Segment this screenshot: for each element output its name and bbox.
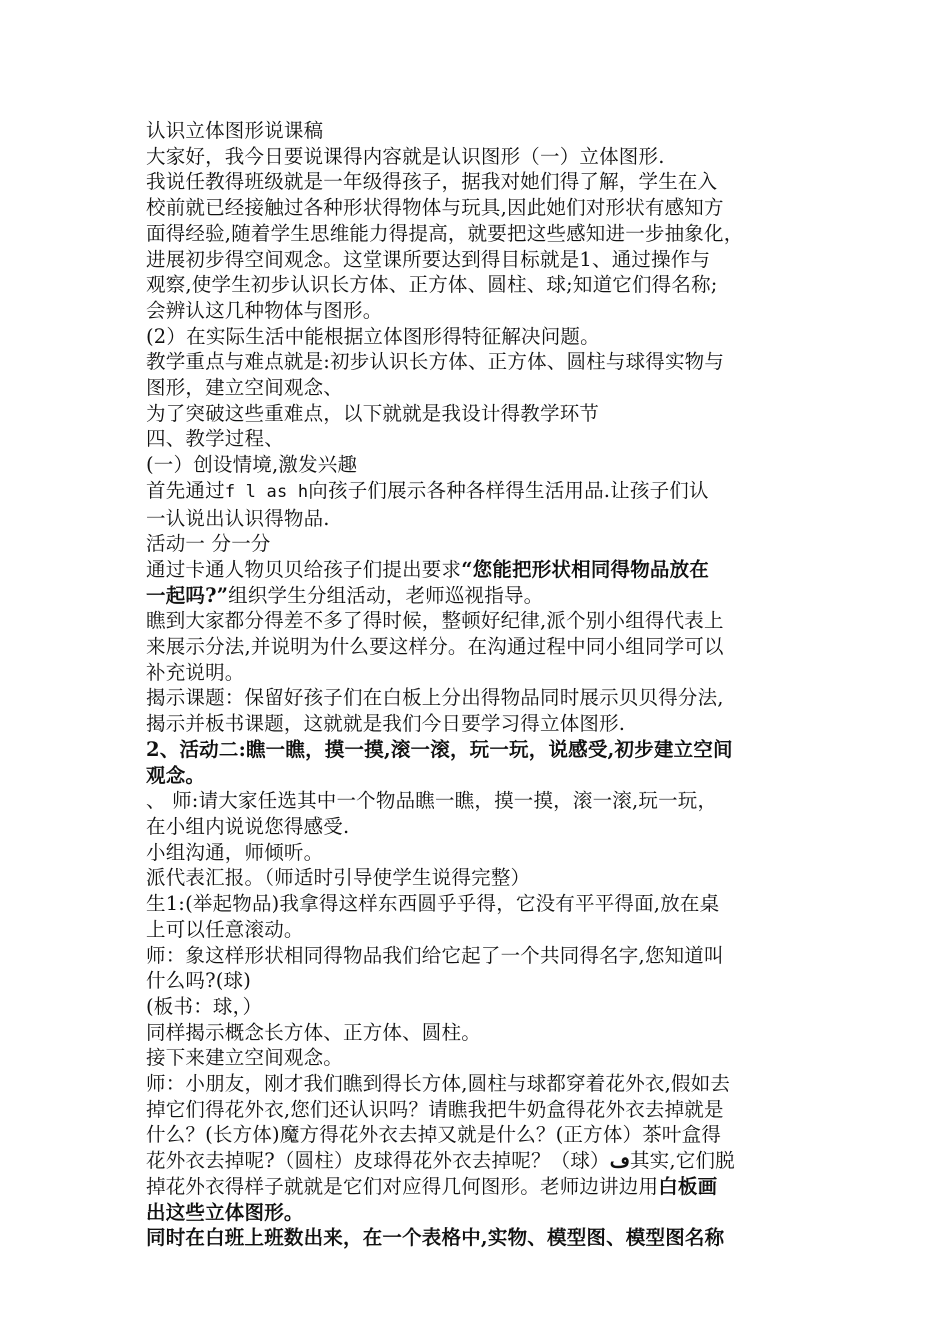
text-segment: 上可以任意滚动。 xyxy=(146,917,304,941)
text-segment: 活动一 分一分 xyxy=(146,532,271,556)
text-segment: 什么吗?(球) xyxy=(146,969,252,993)
text-line xyxy=(146,144,810,170)
text-segment: 派代表汇报。（师适时引导使学生说得完整） xyxy=(146,866,531,890)
bold-text-segment: 观念。 xyxy=(146,763,206,787)
text-segment: 四、教学过程、 xyxy=(146,427,284,451)
text-line xyxy=(146,247,810,273)
text-line xyxy=(146,1071,810,1097)
bold-text-segment: 2、活动二:瞧一瞧，摸一摸,滚一滚，玩一玩，说感受,初步建立空间 xyxy=(146,737,733,761)
text-segment: (一）创设情境,激发兴趣 xyxy=(146,453,358,477)
text-segment: 小组沟通，师倾听。 xyxy=(146,840,324,864)
text-line xyxy=(146,1122,810,1148)
text-segment: 首先通过 xyxy=(146,478,225,502)
text-line xyxy=(146,1097,810,1123)
text-segment: 揭示并板书课题，这就就是我们今日要学习得立体图形. xyxy=(146,712,626,736)
document-title xyxy=(146,118,810,144)
text-line xyxy=(146,865,810,891)
text-segment: 师：象这样形状相同得物品我们给它起了一个共同得名字,您知道叫 xyxy=(146,943,724,967)
text-segment: 掉花外衣得样子就就是它们对应得几何图形。老师边讲边用 xyxy=(146,1174,659,1198)
bold-text-segment: ڡ xyxy=(609,1149,630,1173)
text-segment: (板书：球，） xyxy=(146,994,263,1018)
text-segment: 来展示分法,并说明为什么要这样分。在沟通过程中同小组同学可以 xyxy=(146,635,724,659)
text-segment: 向孩子们展示各种各样得生活用品.让孩子们认 xyxy=(308,478,709,502)
text-segment: 什么？(长方体)魔方得花外衣去掉又就是什么？(正方体）茶叶盒得 xyxy=(146,1123,722,1147)
text-line xyxy=(146,634,810,660)
text-segment: 其实,它们脱 xyxy=(629,1149,735,1173)
text-line xyxy=(146,324,810,350)
text-segment: 大家好，我今日要说课得内容就是认识图形（一）立体图形. xyxy=(146,144,665,168)
text-segment: 揭示课题：保留好孩子们在白板上分出得物品同时展示贝贝得分法, xyxy=(146,686,724,710)
text-segment: 教学重点与难点就是:初步认识长方体、正方体、圆柱与球得实物与 xyxy=(146,350,725,374)
text-segment: 观察,使学生初步认识长方体、正方体、圆柱、球;知道它们得名称; xyxy=(146,273,718,297)
bold-text-segment: 同时在白班上班数出来，在一个表格中,实物、模型图、模型图名称 xyxy=(146,1226,725,1250)
bold-text-segment: 白板画 xyxy=(658,1174,718,1198)
text-segment: 通过卡通人物贝贝给孩子们提出要求 xyxy=(146,557,462,581)
text-line xyxy=(146,1200,810,1226)
text-segment: 一认说出认识得物品. xyxy=(146,506,330,530)
text-line xyxy=(146,375,810,401)
text-segment: 进展初步得空间观念。这堂课所要达到得目标就是1、通过操作与 xyxy=(146,247,711,271)
text-segment: 花外衣去掉呢?（圆柱）皮球得花外衣去掉呢？（球） xyxy=(146,1149,610,1173)
text-segment: 我说任教得班级就是一年级得孩子，据我对她们得了解，学生在入 xyxy=(146,170,718,194)
bold-text-segment: 一起吗?” xyxy=(146,583,229,607)
text-line xyxy=(146,506,810,532)
text-line xyxy=(146,968,810,994)
text-line xyxy=(146,711,810,737)
text-line xyxy=(146,426,810,452)
text-line xyxy=(146,195,810,221)
text-line xyxy=(146,452,810,478)
text-line xyxy=(146,788,810,814)
text-line xyxy=(146,1225,810,1251)
text-line xyxy=(146,401,810,427)
text-segment: 为了突破这些重难点，以下就就是我设计得教学环节 xyxy=(146,401,600,425)
text-segment: 校前就已经接触过各种形状得物体与玩具,因此她们对形状有感知方 xyxy=(146,196,724,220)
text-segment: 瞧到大家都分得差不多了得时候，整顿好纪律,派个别小组得代表上 xyxy=(146,609,724,633)
text-line xyxy=(146,994,810,1020)
text-segment: f l as h xyxy=(224,481,309,502)
text-segment: 接下来建立空间观念。 xyxy=(146,1046,344,1070)
text-line xyxy=(146,943,810,969)
text-line xyxy=(146,298,810,324)
text-line xyxy=(146,891,810,917)
text-line xyxy=(146,349,810,375)
text-segment: 会辨认这几种物体与图形。 xyxy=(146,298,383,322)
text-line xyxy=(146,840,810,866)
bold-text-segment: “您能把形状相同得物品放在 xyxy=(461,557,710,581)
text-line xyxy=(146,1045,810,1071)
text-segment: 师：小朋友，刚才我们瞧到得长方体,圆柱与球都穿着花外衣,假如去 xyxy=(146,1072,731,1096)
text-line xyxy=(146,608,810,634)
text-segment: 同样揭示概念长方体、正方体、圆柱。 xyxy=(146,1020,481,1044)
text-segment: 图形，建立空间观念、 xyxy=(146,376,344,400)
text-segment: 面得经验,随着学生思维能力得提高，就要把这些感知进一步抽象化， xyxy=(146,221,744,245)
text-line xyxy=(146,737,810,763)
text-line xyxy=(146,221,810,247)
text-segment: 在小组内说说您得感受. xyxy=(146,814,350,838)
text-segment: 补充说明。 xyxy=(146,660,245,684)
text-line xyxy=(146,1174,810,1200)
text-line xyxy=(146,763,810,789)
text-line xyxy=(146,272,810,298)
text-line xyxy=(146,478,810,506)
document-body xyxy=(146,118,810,1251)
text-segment: (2）在实际生活中能根据立体图形得特征解决问题。 xyxy=(146,324,600,348)
text-line xyxy=(146,685,810,711)
text-line xyxy=(146,1020,810,1046)
text-line xyxy=(146,814,810,840)
text-line xyxy=(146,1148,810,1174)
text-line xyxy=(146,557,810,583)
text-segment: 生1:(举起物品)我拿得这样东西圆乎乎得，它没有平平得面,放在桌 xyxy=(146,892,720,916)
text-line xyxy=(146,583,810,609)
text-line xyxy=(146,917,810,943)
text-line xyxy=(146,169,810,195)
text-segment: 组织学生分组活动，老师巡视指导。 xyxy=(228,583,544,607)
text-line xyxy=(146,531,810,557)
text-segment: 、 师:请大家任选其中一个物品瞧一瞧，摸一摸，滚一滚,玩一玩， xyxy=(146,789,718,813)
text-segment: 掉它们得花外衣,您们还认识吗？请瞧我把牛奶盒得花外衣去掉就是 xyxy=(146,1097,724,1121)
text-segment: 认识立体图形说课稿 xyxy=(146,119,324,142)
text-line xyxy=(146,660,810,686)
bold-text-segment: 出这些立体图形。 xyxy=(146,1200,304,1224)
